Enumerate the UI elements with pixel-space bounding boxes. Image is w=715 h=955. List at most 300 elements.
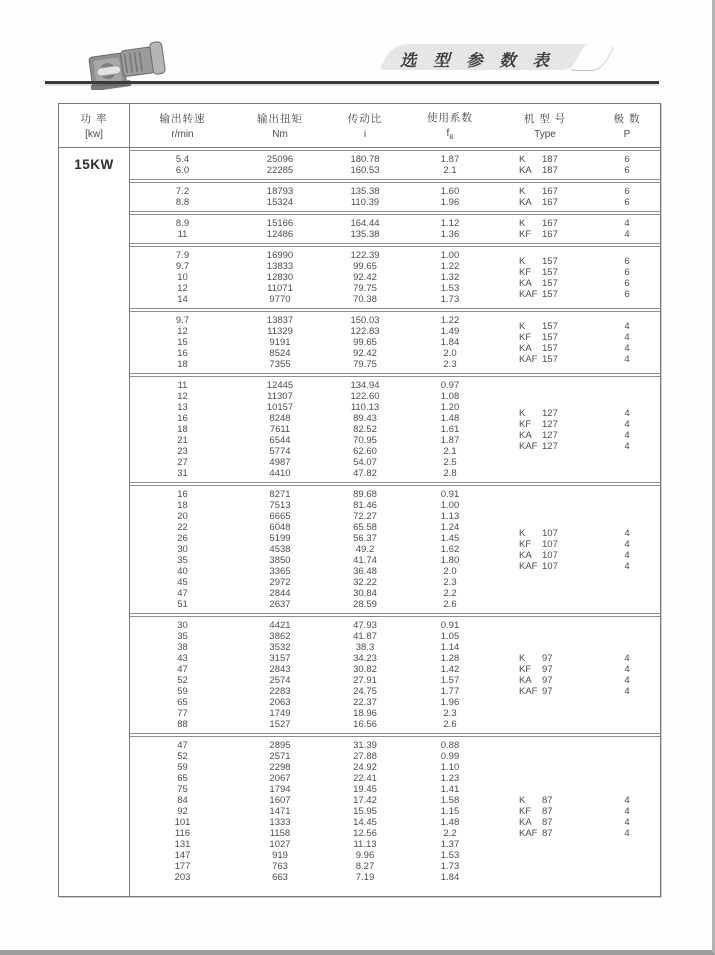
model-type (519, 321, 558, 332)
cell-torque: 4421 (269, 620, 291, 631)
header-ratio-unit: i (363, 129, 367, 140)
model-type (519, 675, 553, 686)
model-size: 157 (542, 342, 558, 354)
type-list (519, 256, 558, 300)
cell-ratio: 65.58 (353, 522, 377, 533)
model-type (519, 806, 553, 817)
cell-speed: 45 (177, 577, 188, 588)
cell-fb: 1.84 (440, 872, 460, 883)
cell-poles: 4 (624, 320, 630, 332)
model-size: 97 (542, 686, 553, 697)
cell-poles: 6 (624, 288, 630, 300)
cell-fb: 1.00 (440, 250, 460, 261)
column-fb (405, 315, 495, 370)
cell-fb: 1.48 (440, 817, 460, 828)
cell-speed: 84 (177, 795, 188, 806)
cell-speed: 18 (177, 359, 188, 370)
column-torque (235, 380, 325, 479)
model-size: 107 (542, 527, 558, 539)
poles-list (595, 408, 659, 452)
model-size: 97 (542, 653, 553, 664)
cell-ratio: 79.75 (353, 283, 377, 294)
model-size: 157 (542, 266, 558, 278)
cell-fb: 2.1 (443, 446, 457, 457)
cell-fb: 2.0 (443, 348, 457, 359)
column-fb (405, 186, 495, 208)
column-speed (130, 620, 235, 730)
column-fb (405, 218, 495, 240)
cell-ratio: 27.88 (353, 751, 377, 762)
cell-ratio: 99.65 (353, 261, 377, 272)
cell-torque: 2844 (269, 588, 291, 599)
column-speed (130, 250, 235, 305)
cell-poles: 6 (624, 186, 630, 197)
model-size: 127 (542, 407, 558, 419)
cell-fb: 1.05 (440, 631, 460, 642)
model-prefix: K (519, 794, 526, 806)
column-torque (235, 154, 325, 176)
cell-ratio: 70.38 (353, 294, 377, 305)
model-prefix: KAF (519, 686, 538, 697)
column-fb (405, 250, 495, 305)
poles-list (595, 653, 659, 697)
column-fb (405, 154, 495, 176)
model-size: 157 (542, 331, 558, 343)
model-size: 187 (542, 154, 558, 165)
cell-fb: 1.42 (440, 664, 460, 675)
cell-speed: 5.4 (175, 154, 190, 165)
cell-poles: 4 (624, 353, 630, 365)
cell-speed: 52 (177, 675, 188, 686)
cell-fb: 1.15 (440, 806, 460, 817)
cell-fb: 1.13 (440, 511, 460, 522)
cell-speed: 35 (177, 631, 188, 642)
model-type (519, 539, 558, 550)
model-size: 87 (542, 827, 553, 839)
cell-ratio: 47.82 (353, 468, 377, 479)
cell-ratio: 62.60 (353, 446, 377, 457)
cell-ratio: 28.59 (353, 599, 377, 610)
model-prefix: K (519, 218, 526, 229)
poles-list (595, 186, 659, 208)
model-prefix: K (519, 154, 526, 165)
cell-ratio: 14.45 (353, 817, 377, 828)
model-size: 157 (542, 255, 558, 267)
column-torque (235, 740, 325, 893)
power-column (59, 148, 130, 896)
model-prefix: KA (519, 549, 532, 561)
model-size: 87 (542, 794, 553, 806)
cell-ratio: 110.13 (350, 402, 380, 413)
column-speed (130, 315, 235, 370)
cell-ratio: 24.75 (353, 686, 377, 697)
cell-torque: 15166 (266, 218, 294, 229)
column-ratio (325, 250, 405, 305)
cell-ratio: 17.42 (353, 795, 377, 806)
column-poles (595, 380, 659, 479)
cell-torque: 8271 (269, 489, 291, 500)
model-size: 87 (542, 805, 553, 817)
cell-speed: 18 (177, 500, 188, 511)
model-size: 157 (542, 277, 558, 289)
cell-ratio: 135.38 (350, 229, 380, 240)
model-prefix: KF (519, 418, 532, 430)
cell-ratio: 54.07 (353, 457, 377, 468)
column-torque (235, 489, 325, 610)
column-torque (235, 250, 325, 305)
poles-list (595, 256, 659, 300)
column-ratio (325, 380, 405, 479)
cell-torque: 13837 (266, 315, 294, 326)
cell-fb: 1.62 (440, 544, 460, 555)
cell-poles: 4 (624, 418, 630, 430)
cell-fb: 2.1 (443, 165, 457, 176)
cell-torque: 3850 (269, 555, 291, 566)
cell-speed: 9.7 (175, 315, 190, 326)
column-ratio (325, 218, 405, 240)
cell-poles: 4 (624, 229, 630, 240)
cell-speed: 8.8 (175, 197, 190, 208)
cell-fb: 1.20 (440, 402, 460, 413)
cell-ratio: 36.48 (353, 566, 377, 577)
cell-ratio: 38.3 (355, 642, 375, 653)
cell-speed: 11 (177, 380, 188, 391)
column-type (495, 250, 595, 305)
cell-poles: 4 (624, 440, 630, 452)
cell-torque: 7513 (269, 500, 291, 511)
cell-torque: 13833 (266, 261, 294, 272)
cell-fb: 1.96 (440, 197, 460, 208)
cell-speed: 47 (177, 664, 188, 675)
cell-torque: 4987 (269, 457, 291, 468)
cell-speed: 52 (177, 751, 188, 762)
model-type (519, 686, 553, 697)
cell-ratio: 180.78 (350, 154, 380, 165)
model-type (519, 653, 553, 664)
column-speed (130, 218, 235, 240)
cell-fb: 1.84 (440, 337, 460, 348)
header-speed-label: 输出转速 (159, 113, 206, 125)
cell-speed: 30 (177, 544, 188, 555)
cell-ratio: 30.82 (353, 664, 377, 675)
cell-torque: 7611 (269, 424, 291, 435)
cell-speed: 101 (174, 817, 191, 828)
cell-fb: 1.22 (440, 261, 460, 272)
header-torque-unit: Nm (272, 129, 288, 140)
cell-torque: 2843 (269, 664, 291, 675)
model-size: 167 (542, 186, 558, 197)
cell-speed: 18 (177, 424, 188, 435)
cell-ratio: 135.38 (350, 186, 380, 197)
column-type (495, 620, 595, 730)
model-type (519, 267, 558, 278)
table-group (130, 376, 660, 483)
model-prefix: KF (519, 538, 532, 550)
cell-poles: 4 (624, 429, 630, 441)
cell-fb: 0.99 (440, 751, 460, 762)
cell-fb: 1.22 (440, 315, 460, 326)
cell-ratio: 122.60 (350, 391, 380, 402)
cell-ratio: 92.42 (353, 348, 377, 359)
cell-speed: 88 (177, 719, 188, 730)
cell-ratio: 89.68 (353, 489, 377, 500)
cell-ratio: 70.95 (353, 435, 377, 446)
cell-poles: 4 (624, 549, 630, 561)
column-type (495, 218, 595, 240)
cell-fb: 1.28 (440, 653, 460, 664)
cell-speed: 23 (177, 446, 188, 457)
model-size: 127 (542, 429, 558, 441)
cell-speed: 38 (177, 642, 188, 653)
model-type (519, 419, 558, 430)
table-group (130, 485, 660, 614)
cell-ratio: 79.75 (353, 359, 377, 370)
model-type (519, 229, 558, 240)
header-power-unit: [kw] (85, 129, 103, 140)
cell-speed: 47 (177, 588, 188, 599)
cell-fb: 1.96 (440, 697, 460, 708)
cell-torque: 22285 (266, 165, 294, 176)
cell-poles: 4 (624, 331, 630, 343)
header-rule (45, 81, 659, 84)
cell-fb: 1.60 (440, 186, 460, 197)
header-poles-unit: P (623, 129, 631, 140)
column-poles (595, 489, 659, 610)
cell-speed: 43 (177, 653, 188, 664)
cell-ratio: 9.96 (355, 850, 375, 861)
type-list (519, 528, 558, 572)
cell-torque: 11329 (267, 326, 293, 337)
model-size: 157 (542, 320, 558, 332)
cell-torque: 25096 (266, 154, 294, 165)
model-size: 187 (542, 165, 558, 176)
model-prefix: KAF (519, 827, 538, 839)
model-size: 157 (542, 353, 558, 365)
model-size: 97 (542, 664, 553, 675)
table-group (130, 616, 660, 734)
model-prefix: KA (519, 429, 532, 441)
cell-speed: 75 (177, 784, 188, 795)
column-type (495, 740, 595, 893)
model-prefix: KF (519, 266, 532, 278)
cell-fb: 1.48 (440, 413, 460, 424)
cell-ratio: 31.39 (353, 740, 377, 751)
cell-speed: 30 (177, 620, 188, 631)
cell-ratio: 12.56 (353, 828, 377, 839)
cell-ratio: 16.56 (353, 719, 377, 730)
cell-fb: 1.58 (440, 795, 460, 806)
cell-speed: 20 (177, 511, 188, 522)
cell-speed: 13 (177, 402, 188, 413)
model-prefix: KA (519, 197, 532, 208)
model-type (519, 795, 553, 806)
page-title-banner (386, 44, 582, 70)
cell-fb: 1.53 (440, 850, 460, 861)
cell-ratio: 24.92 (353, 762, 377, 773)
cell-torque: 3862 (269, 631, 291, 642)
cell-ratio: 11.13 (353, 839, 377, 850)
column-fb (405, 489, 495, 610)
cell-speed: 26 (177, 533, 188, 544)
model-prefix: KAF (519, 560, 538, 572)
cell-torque: 2574 (269, 675, 291, 686)
model-type (519, 165, 558, 176)
header-torque (235, 104, 325, 147)
model-prefix: K (519, 186, 526, 197)
cell-fb: 0.91 (440, 620, 460, 631)
cell-torque: 1607 (269, 795, 291, 806)
model-type (519, 154, 558, 165)
cell-poles: 6 (624, 266, 630, 278)
cell-torque: 1527 (269, 719, 291, 730)
power-rating: 15KW (74, 157, 114, 172)
header-poles (595, 104, 659, 147)
model-type (519, 197, 558, 208)
header-torque-label: 输出扭矩 (257, 113, 303, 125)
cell-speed: 8.9 (175, 218, 190, 229)
model-type (519, 441, 558, 452)
header-service-factor-unit: $f_B$ (446, 128, 454, 141)
model-type (519, 354, 558, 365)
cell-fb: 2.5 (443, 457, 457, 468)
cell-torque: 8524 (269, 348, 291, 359)
cell-poles: 4 (624, 794, 630, 806)
header-type-label: 机 型 号 (523, 113, 567, 125)
cell-torque: 4538 (269, 544, 291, 555)
table-body (59, 148, 660, 896)
table-group (130, 182, 660, 212)
model-size: 107 (542, 549, 558, 561)
page-title: 选 型 参 数 表 (400, 52, 555, 70)
model-prefix: KA (519, 342, 532, 354)
model-prefix: KA (519, 675, 532, 686)
column-poles (595, 218, 659, 240)
column-type (495, 315, 595, 370)
model-prefix: K (519, 653, 526, 664)
model-type (519, 332, 558, 343)
cell-torque: 4410 (269, 468, 291, 479)
cell-fb: 1.08 (440, 391, 460, 402)
column-poles (595, 154, 659, 176)
cell-ratio: 134.94 (350, 380, 380, 391)
cell-fb: 1.80 (440, 555, 460, 566)
cell-torque: 5199 (269, 533, 291, 544)
header-speed (130, 104, 235, 147)
cell-speed: 16 (177, 413, 188, 424)
model-size: 127 (542, 418, 558, 430)
cell-torque: 8248 (269, 413, 291, 424)
model-prefix: KAF (519, 288, 538, 300)
table-group (130, 736, 660, 896)
column-speed (130, 489, 235, 610)
model-prefix: KF (519, 331, 532, 343)
cell-poles: 6 (624, 255, 630, 267)
cell-fb: 1.73 (440, 294, 460, 305)
cell-torque: 6048 (269, 522, 291, 533)
cell-ratio: 32.22 (353, 577, 377, 588)
poles-list (595, 321, 659, 365)
column-ratio (325, 154, 405, 176)
cell-speed: 51 (177, 599, 188, 610)
cell-speed: 12 (177, 283, 188, 294)
column-poles (595, 250, 659, 305)
cell-speed: 7.2 (175, 186, 190, 197)
cell-ratio: 150.03 (350, 315, 380, 326)
header-power (59, 104, 130, 147)
cell-speed: 14 (177, 294, 188, 305)
header-poles-label: 极 数 (613, 113, 641, 125)
model-type (519, 664, 553, 675)
model-type (519, 289, 558, 300)
cell-speed: 40 (177, 566, 188, 577)
header-speed-unit: r/min (171, 129, 194, 140)
model-size: 127 (542, 440, 558, 452)
cell-torque: 2637 (269, 599, 291, 610)
cell-fb: 1.23 (440, 773, 460, 784)
header-type-unit: Type (534, 129, 556, 140)
cell-fb: 2.0 (443, 566, 457, 577)
model-prefix: KA (519, 165, 532, 176)
column-fb (405, 740, 495, 893)
column-speed (130, 380, 235, 479)
poles-list (595, 795, 659, 839)
cell-ratio: 8.27 (355, 861, 375, 872)
cell-speed: 65 (177, 773, 188, 784)
cell-ratio: 122.39 (350, 250, 380, 261)
model-prefix: KF (519, 805, 532, 817)
model-type (519, 256, 558, 267)
cell-ratio: 82.52 (353, 424, 377, 435)
column-ratio (325, 489, 405, 610)
cell-fb: 2.3 (443, 708, 457, 719)
cell-speed: 147 (174, 850, 191, 861)
column-speed (130, 740, 235, 893)
cell-fb: 1.87 (440, 154, 460, 165)
cell-fb: 1.36 (440, 229, 460, 240)
cell-speed: 59 (177, 686, 188, 697)
cell-ratio: 122.83 (350, 326, 380, 337)
cell-ratio: 30.84 (353, 588, 377, 599)
cell-fb: 1.61 (440, 424, 460, 435)
cell-speed: 12 (177, 391, 188, 402)
cell-fb: 2.2 (443, 588, 457, 599)
cell-ratio: 41.74 (353, 555, 377, 566)
cell-torque: 1749 (269, 708, 291, 719)
cell-fb: 2.3 (443, 577, 457, 588)
column-ratio (325, 740, 405, 893)
cell-speed: 22 (177, 522, 188, 533)
cell-fb: 2.8 (443, 468, 457, 479)
cell-ratio: 89.43 (353, 413, 377, 424)
cell-torque: 3157 (269, 653, 291, 664)
cell-ratio: 56.37 (353, 533, 377, 544)
cell-torque: 2895 (269, 740, 291, 751)
model-type (519, 430, 558, 441)
cell-fb: 0.97 (440, 380, 460, 391)
cell-fb: 1.41 (440, 784, 460, 795)
column-torque (235, 186, 325, 208)
cell-fb: 0.88 (440, 740, 460, 751)
model-size: 107 (542, 538, 558, 550)
cell-torque: 11071 (267, 283, 293, 294)
cell-ratio: 18.96 (353, 708, 377, 719)
model-type (519, 828, 553, 839)
cell-torque: 2972 (269, 577, 291, 588)
cell-fb: 1.00 (440, 500, 460, 511)
cell-torque: 7355 (269, 359, 291, 370)
model-prefix: KAF (519, 440, 538, 452)
type-list (519, 154, 558, 176)
